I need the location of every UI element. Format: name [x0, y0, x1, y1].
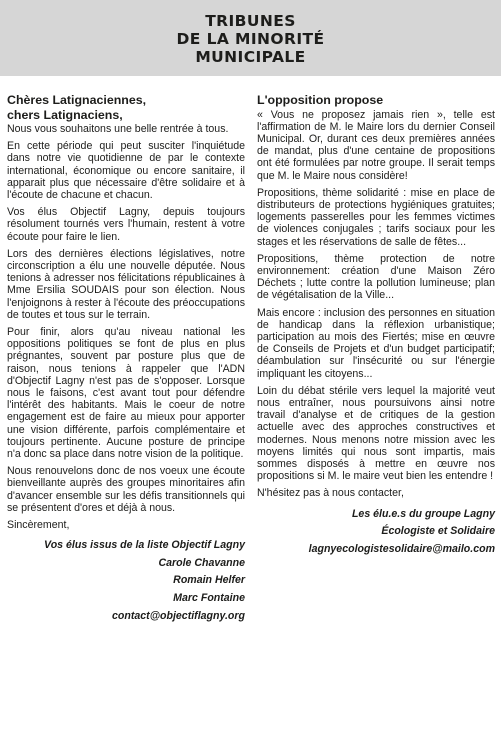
- left-paragraph-2: En cette période qui peut susciter l'inquiétude dans notre vie quotidienne de par le contexte international, économique ou encore sanitaire, il apparait plus que nécessaire d'être solidaire et à l'écoute de chacune et chacun.: [7, 140, 245, 202]
- right-column: [257, 93, 495, 560]
- left-signature-name-3: Marc Fontaine: [173, 592, 245, 605]
- right-heading: L'opposition propose: [257, 93, 384, 107]
- left-signature-name-2: Romain Helfer: [173, 574, 245, 587]
- left-contact-email[interactable]: contact@objectiflagny.org: [112, 609, 245, 622]
- right-paragraph-4: Mais encore : inclusion des personnes en situation de handicap dans la réflexion urbanistique; participation au mois des Fiertés; mise en œuvre de Conseils de Projets et d'un budget participatif; déambulation sur l'insécurité ou sur l'énergie impliquant les citoyens...: [257, 306, 495, 380]
- left-heading-line-1: Chères Latignaciennes,: [7, 93, 147, 107]
- left-paragraph-1: Nous vous souhaitons une belle rentrée à tous.: [7, 123, 229, 135]
- right-signature-line-1: Les élu.e.s du groupe Lagny: [351, 507, 495, 520]
- left-column: [7, 93, 245, 627]
- header-title-line-3: MUNICIPALE: [195, 48, 306, 66]
- left-paragraph-5: Pour finir, alors qu'au niveau national les oppositions politiques se font de plus en plus prégnantes, souvent par posture plus que de raison, nous tenions à rappeler que l'ADN d'Objectif Lagny n'est pas de s'opposer. Lorsque nous le faisons, c'est avant tout pour défendre l'intérêt des habitants. Mais le coeur de notre engagement est de faire au mieux pour apporter une vision différente, parfois complémentaire et toujours pertinente. Aucune posture de principe n'a donc sa place dans notre vision de la politique.: [7, 326, 245, 461]
- left-heading: [7, 93, 245, 122]
- left-closing: Sincèrement,: [7, 519, 70, 532]
- right-closing: N'hésitez pas à nous contacter,: [257, 487, 404, 500]
- left-paragraph-3: Vos élus Objectif Lagny, depuis toujours résolument tournés vers l'humain, restent à votre écoute pour faire le lien.: [7, 206, 245, 243]
- left-paragraph-6: Nous renouvelons donc de nos voeux une écoute bienveillante auprès des groupes minoritaires afin d'avancer ensemble sur les défis transitionnels qui se présentent d'ores et déjà à nous.: [7, 465, 245, 514]
- header-title-line-1: TRIBUNES: [205, 12, 296, 30]
- right-signature-line-2: Écologiste et Solidaire: [381, 525, 495, 538]
- right-paragraph-1: « Vous ne proposez jamais rien », telle est l'affirmation de M. le Maire lors du dernier Conseil Municipal. Or, durant ces deux premières années de mandat, plus d'une centaine de propositions ont été formulées par notre groupe. Il serait temps que M. le Maire nous considère!: [257, 108, 495, 182]
- left-paragraph-4: Lors des dernières élections législatives, notre circonscription a élu une nouvelle députée. Nous tenions à adresser nos félicitations républicaines à Mme Ersilia SOUDAIS pour son élection. Nous l'enjoignons à rester à l'écoute des préoccupations de toutes et tous sur le terrain.: [7, 247, 245, 321]
- header-title-line-2: DE LA MINORITÉ: [176, 30, 325, 48]
- right-paragraph-2: Propositions, thème solidarité : mise en place de distributeurs de protections hygiéniques gratuites; logements passerelles pour les femmes victimes de violences conjugales ; tarifs sociaux pour les stages et les réservations de salle de fêtes...: [257, 186, 495, 248]
- right-paragraph-3: Propositions, thème protection de notre environnement: création d'une Maison Zéro Déchets ; lutte contre la pollution lumineuse; plan de végétalisation de la Ville...: [257, 252, 495, 302]
- page-header: [0, 0, 501, 76]
- left-signature-name-1: Carole Chavanne: [158, 556, 245, 569]
- right-contact-email[interactable]: lagnyecologistesolidaire@mailo.com: [308, 542, 495, 555]
- left-signature-group: Vos élus issus de la liste Objectif Lagny: [44, 539, 245, 552]
- left-heading-line-2: chers Latignaciens,: [7, 107, 123, 122]
- right-paragraph-5: Loin du débat stérile vers lequel la majorité veut nous entraîner, nous poursuivons ainsi notre travail d'analyse et de critiques de la gestion actuelle avec des approches constructives et modernes. Nous menons notre mission avec les moyens limités qui nous sont impartis, mais sommes disposés à mettre en œuvre nos propositions si M. le maire veut bien les entendre !: [257, 384, 495, 483]
